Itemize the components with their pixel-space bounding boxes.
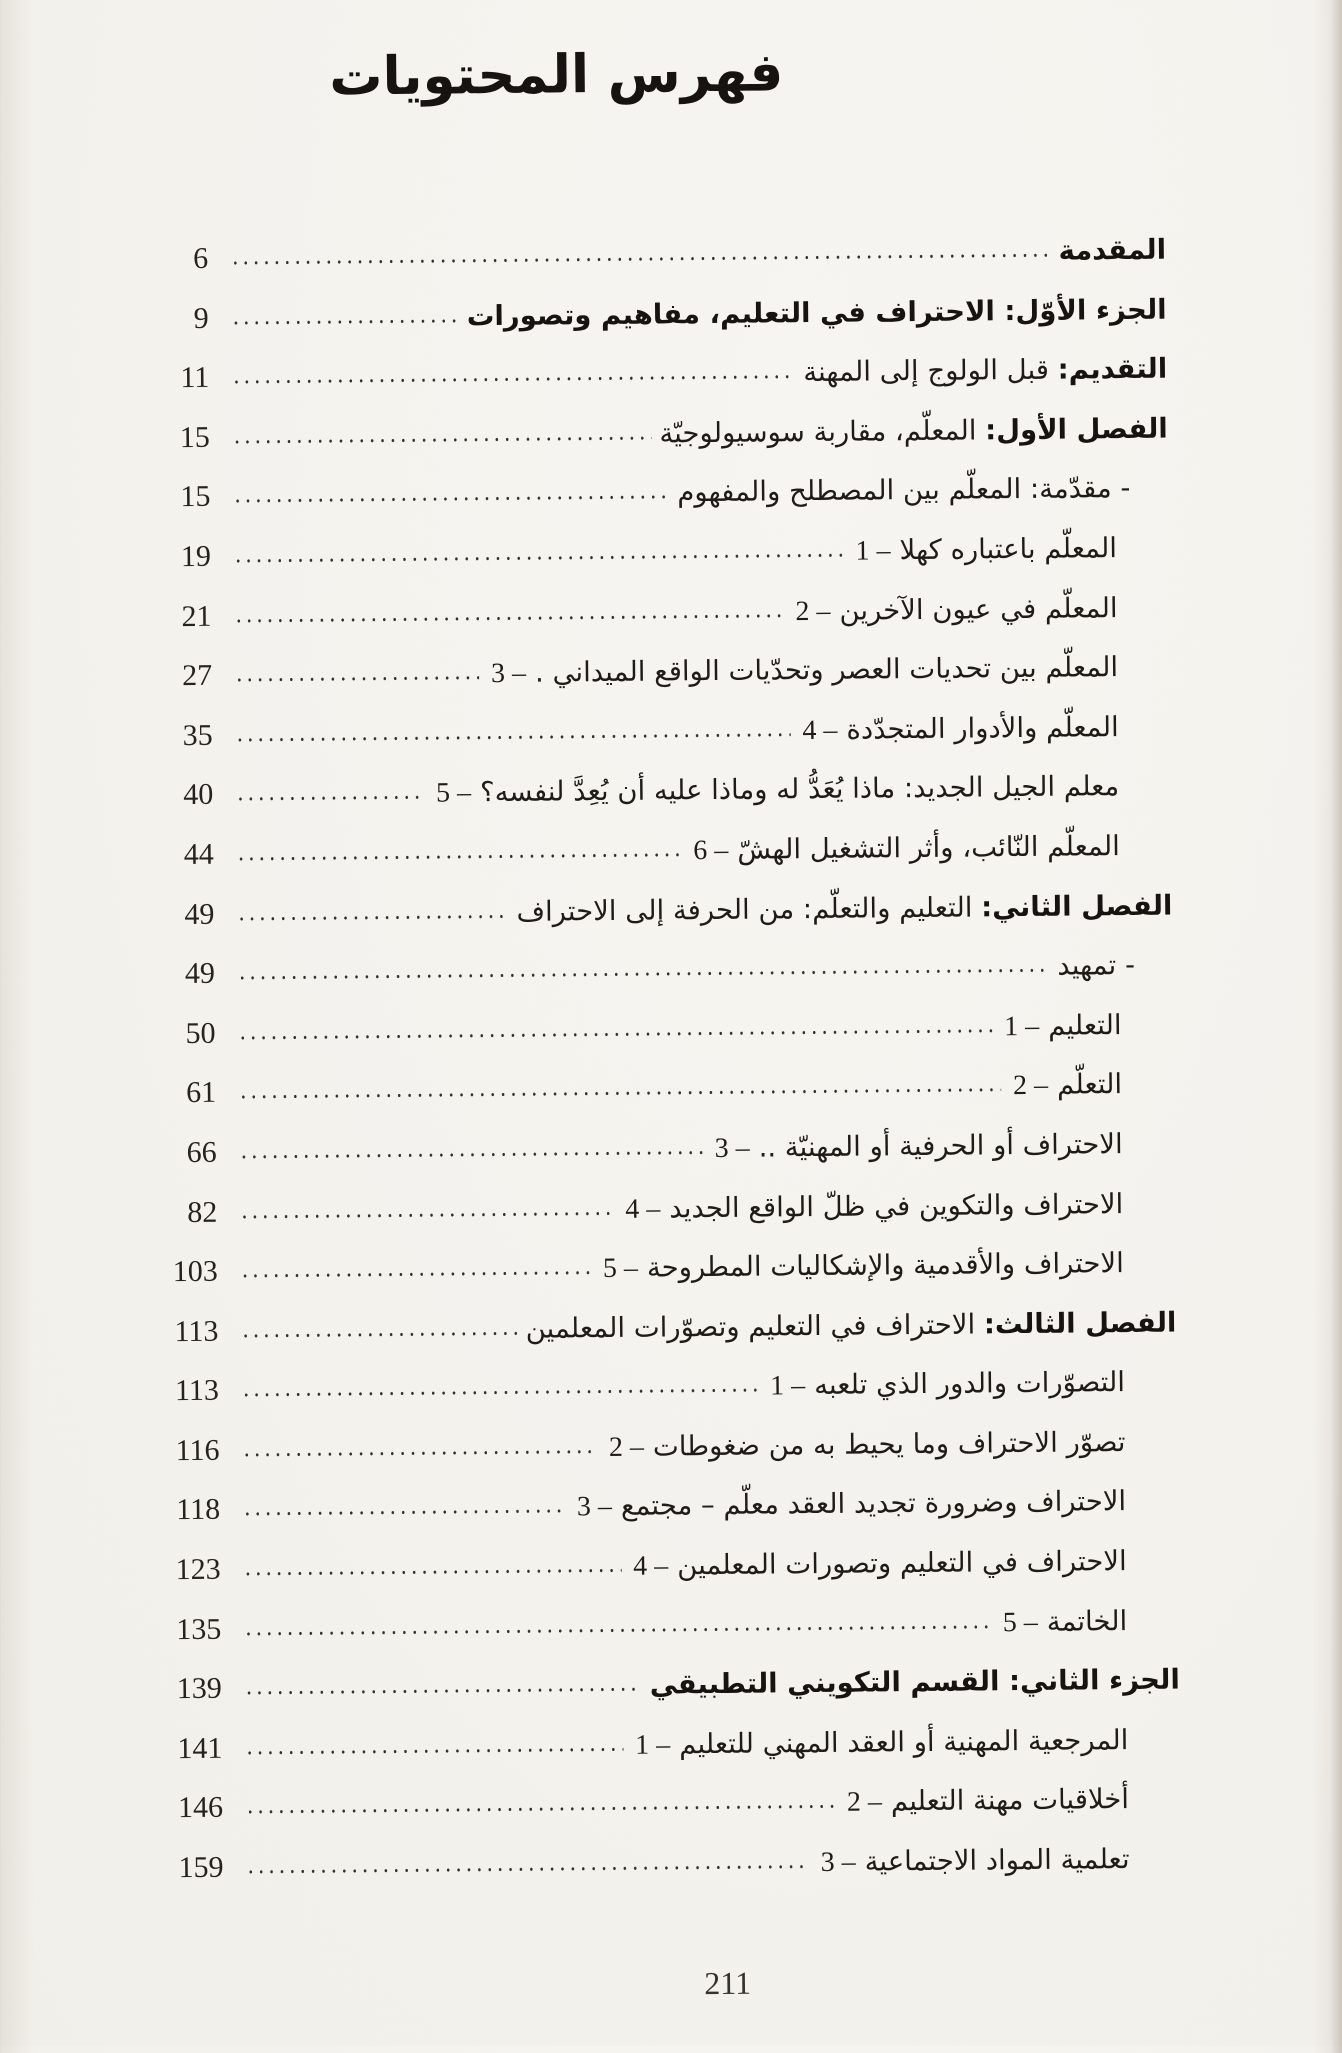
toc-entry-text: التعليم والتعلّم: من الحرفة إلى الاحتراف [516, 891, 981, 927]
toc-entry-label: التقديم: [1058, 353, 1168, 386]
toc-entry-title [679, 1724, 1128, 1760]
toc-entry-text: الاحتراف أو الحرفية أو المهنيّة .. [758, 1128, 1122, 1163]
toc-entry-page: 66 [157, 1136, 217, 1171]
toc-entry [163, 1842, 1182, 1911]
dot-leader [242, 1447, 597, 1459]
toc-entry-page: 159 [163, 1851, 223, 1886]
dot-leader [236, 850, 682, 863]
toc-entry [148, 233, 1167, 302]
dot-leader [240, 1268, 591, 1280]
dot-leader [231, 372, 795, 386]
dot-leader [232, 493, 669, 506]
toc-entry-page: 40 [153, 778, 213, 813]
toc-entry [162, 1722, 1181, 1791]
toc-entry [151, 590, 1170, 659]
toc-entry-page: 139 [162, 1672, 222, 1707]
toc-entry-page: 11 [149, 361, 209, 396]
toc-entry-page: 113 [159, 1374, 219, 1409]
toc-entry-title [669, 1188, 1123, 1224]
toc-entry-page: 113 [158, 1314, 218, 1349]
toc-entry-number: 1 – [1004, 1011, 1039, 1043]
toc-entry [154, 829, 1173, 898]
toc-entry [154, 888, 1173, 957]
toc-entry-title [1048, 1009, 1122, 1042]
dot-leader [238, 1086, 1001, 1102]
dot-leader [240, 1329, 517, 1341]
toc-entry [149, 352, 1168, 421]
toc-entry [152, 650, 1171, 719]
page-title: فهرس المحتويات [0, 38, 1228, 112]
toc-entry-text: المعلّم باعتباره كهلا [899, 532, 1117, 566]
toc-entry-page: 116 [159, 1434, 219, 1469]
dot-leader [231, 316, 459, 327]
toc-entry-number: 2 – [1013, 1070, 1048, 1102]
toc-entry-title [516, 889, 1172, 927]
toc-entry-title [737, 830, 1120, 866]
toc-entry-page: 49 [155, 957, 215, 992]
toc-entry-title [865, 1843, 1130, 1878]
toc-entry-text: - مقدّمة: المعلّم بين المصطلح والمفهوم [677, 472, 1130, 508]
toc-entry-title [758, 1128, 1122, 1163]
toc-entry-number: 4 – [802, 715, 837, 747]
toc-entry [150, 471, 1169, 540]
toc-entry-number: 1 – [635, 1729, 670, 1761]
toc-entry-page: 146 [163, 1791, 223, 1826]
toc-entry-text: المعلّم النّائب، وأثر التشغيل الهشّ [737, 830, 1120, 866]
toc-entry-number: 3 – [821, 1847, 856, 1879]
toc-entry [161, 1603, 1180, 1672]
dot-leader [243, 1622, 991, 1638]
toc-entry-page: 118 [160, 1493, 220, 1528]
toc-entry-title [480, 770, 1120, 808]
toc-entry-title [891, 1783, 1129, 1817]
toc-entry-number: 5 – [436, 778, 471, 810]
toc-entry-number: 1 – [855, 535, 890, 567]
toc-entry-text: المعلّم، مقاربة سوسيولوجيّة [659, 414, 985, 449]
footer-page-number: 211 [17, 1959, 1342, 2009]
toc-entry [155, 1007, 1174, 1076]
dot-leader [239, 1208, 613, 1221]
toc-entry-text: الاحتراف والتكوين في ظلّ الواقع الجديد [669, 1188, 1123, 1224]
toc-entry [162, 1663, 1181, 1732]
toc-entry-label: الفصل الثاني: [981, 889, 1173, 923]
toc-entry-text: أخلاقيات مهنة التعليم [891, 1783, 1129, 1817]
toc-entry-number: 1 – [770, 1370, 805, 1402]
toc-entry-page: 103 [158, 1255, 218, 1290]
toc-entry-number: 2 – [609, 1432, 644, 1464]
toc-entry [163, 1782, 1182, 1851]
toc-entry-text: الاحتراف والأقدمية والإشكاليات المطروحة [647, 1247, 1124, 1284]
toc-entry-title [839, 592, 1117, 627]
toc-entry-title [803, 353, 1167, 388]
toc-entry [151, 531, 1170, 600]
toc-entry [157, 1126, 1176, 1195]
toc-entry-text: قبل الولوج إلى المهنة [803, 354, 1058, 388]
toc-entry [157, 1186, 1176, 1255]
dot-leader [245, 1802, 835, 1817]
toc-entry-title [621, 1486, 1126, 1523]
toc-entry [159, 1365, 1178, 1434]
toc-entry-page: 123 [161, 1553, 221, 1588]
toc-entry-title [677, 472, 1130, 508]
toc-entry-label: الفصل الأول: [985, 412, 1168, 446]
dot-leader [244, 1685, 642, 1698]
toc-entry-text: معلم الجيل الجديد: ماذا يُعَدُّ له وماذا عليه أن يُعِدَّ لنفسه؟ [480, 770, 1120, 808]
dot-leader [241, 1386, 758, 1400]
dot-leader [235, 730, 791, 744]
toc-entry-text: المرجعية المهنية أو العقد المهني للتعليم [679, 1724, 1128, 1760]
dot-leader [236, 911, 508, 923]
dot-leader [239, 1148, 703, 1161]
dot-leader [244, 1745, 623, 1758]
toc-entry-number: 4 – [633, 1551, 668, 1583]
toc-entry-title [1057, 1068, 1122, 1101]
dot-leader [243, 1566, 622, 1579]
toc-entry-page: 141 [162, 1732, 222, 1767]
toc-entry-page: 49 [154, 897, 214, 932]
dot-leader [233, 551, 844, 566]
toc-entry [159, 1424, 1178, 1493]
toc-entry-label: الجزء الأوّل: الاحتراف في التعليم، مفاهيم وتصورات [467, 293, 1167, 332]
toc-entry-title [467, 293, 1167, 332]
toc-entry-label: الجزء الثاني: القسم التكويني التطبيقي [650, 1664, 1180, 1701]
toc-entry [156, 1067, 1175, 1136]
toc-entry-text: تعلمية المواد الاجتماعية [865, 1843, 1130, 1878]
toc-entry-number: 4 – [625, 1193, 660, 1225]
dot-leader [230, 251, 1050, 268]
toc-entry-number: 2 – [847, 1787, 882, 1819]
toc-entry-text: التعلّم [1057, 1068, 1122, 1101]
toc-entry-page: 21 [151, 599, 211, 634]
dot-leader [246, 1862, 809, 1876]
toc-entry [158, 1246, 1177, 1315]
toc-entry-title [1047, 1605, 1128, 1638]
toc-entry-text: الخاتمة [1047, 1605, 1128, 1638]
toc-entry-text: التعليم [1048, 1009, 1122, 1042]
toc-entry-text: المعلّم في عيون الآخرين [839, 592, 1117, 627]
toc-entry-title [526, 1306, 1177, 1344]
toc-entry-page: 15 [150, 480, 210, 515]
dot-leader [237, 966, 1049, 983]
dot-leader [238, 1026, 993, 1042]
toc-entry [161, 1544, 1180, 1613]
toc-entry-number: 3 – [577, 1491, 612, 1523]
toc-entry-title [653, 1426, 1126, 1463]
dot-leader [232, 433, 652, 446]
toc-entry-page: 9 [149, 301, 209, 336]
dot-leader [235, 793, 424, 804]
toc-entry-page: 44 [154, 838, 214, 873]
toc-entry [160, 1484, 1179, 1553]
toc-entry-number: 3 – [491, 658, 526, 690]
toc-entry-label: الفصل الثالث: [984, 1306, 1177, 1340]
dot-leader [242, 1507, 565, 1519]
toc-entry-title [650, 1664, 1180, 1701]
toc-entry-page: 50 [155, 1016, 215, 1051]
toc-entry-text: الاحتراف وضرورة تجديد العقد معلّم – مجتمع [621, 1486, 1126, 1523]
toc-entry-title [535, 651, 1118, 689]
toc-entry-title [659, 412, 1168, 449]
toc-entry-text: الاحتراف في التعليم وتصوّرات المعلمين [526, 1308, 985, 1344]
toc-entry-title [814, 1366, 1125, 1401]
toc-entry-page: 35 [153, 719, 213, 754]
toc-entry-text: - تمهيد [1057, 949, 1135, 982]
toc-entry [158, 1305, 1177, 1374]
toc-entry-number: 5 – [603, 1253, 638, 1285]
toc-entry-title [647, 1247, 1124, 1284]
toc-entry-number: 2 – [795, 595, 830, 627]
toc-entry-title [846, 711, 1118, 746]
toc-entry-page: 27 [152, 659, 212, 694]
toc-entry-page: 135 [161, 1612, 221, 1647]
toc-entry-page: 15 [150, 421, 210, 456]
toc-list [148, 233, 1182, 1911]
toc-entry-text: تصوّر الاحتراف وما يحيط به من ضغوطات [653, 1426, 1126, 1463]
toc-entry-title [1058, 234, 1166, 267]
toc-entry-page: 19 [151, 540, 211, 575]
toc-entry-number: 6 – [693, 835, 728, 867]
toc-entry-text: الاحتراف في التعليم وتصورات المعلمين [677, 1545, 1127, 1581]
toc-entry-title [899, 532, 1117, 566]
toc-entry-page: 82 [157, 1195, 217, 1230]
toc-entry-title [1057, 949, 1135, 982]
toc-entry [155, 948, 1174, 1017]
toc-entry-number: 5 – [1003, 1607, 1038, 1639]
toc-entry [153, 709, 1172, 778]
toc-entry-page: 61 [156, 1076, 216, 1111]
toc-entry-number: 3 – [714, 1133, 749, 1165]
toc-entry [150, 411, 1169, 480]
dot-leader [234, 611, 784, 625]
toc-entry-text: المعلّم والأدوار المتجدّدة [846, 711, 1118, 746]
toc-entry-label: المقدمة [1058, 234, 1166, 267]
dot-leader [234, 673, 479, 684]
toc-entry [149, 292, 1168, 361]
toc-entry-text: التصوّرات والدور الذي تلعبه [814, 1366, 1125, 1401]
toc-entry-text: المعلّم بين تحديات العصر وتحدّيات الواقع الميداني . [535, 651, 1118, 689]
toc-entry [153, 769, 1172, 838]
toc-entry-title [677, 1545, 1127, 1581]
toc-entry-page: 6 [148, 242, 208, 277]
